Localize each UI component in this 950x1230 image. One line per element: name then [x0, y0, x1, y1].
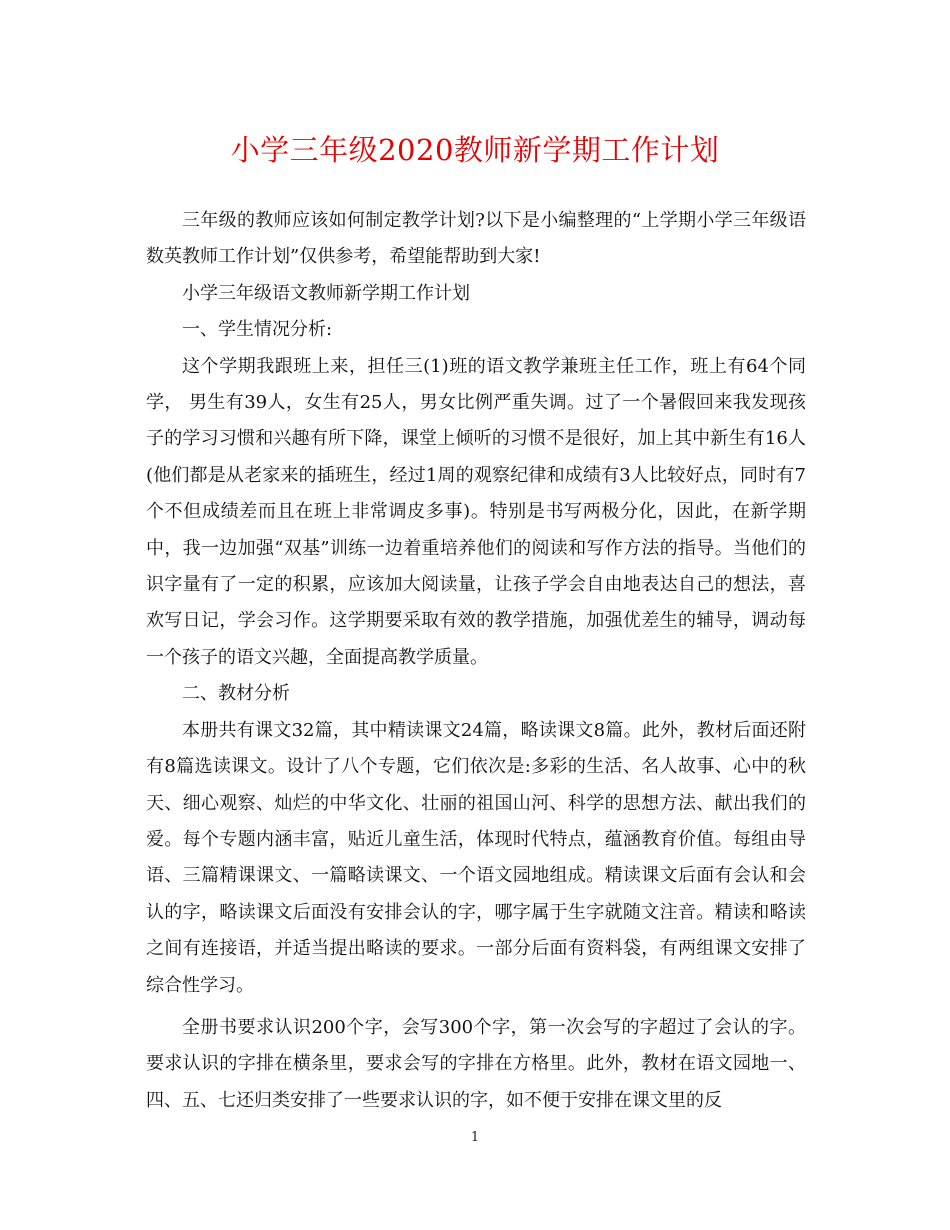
- textbook-analysis-paragraph: 本册共有课文32篇，其中精读课文24篇，略读课文8篇。此外，教材后面还附有8篇选读课文。设计了八个专题，它们依次是:多彩的生活、名人故事、心中的秋天、细心观察、灿烂的中华文化、壮丽的祖国山河、科学的思想方法、献出我们的爱。每个专题内涵丰富，贴近儿童生活，体现时代特点，蕴涵教育价值。每组由导语、三篇精课课文、一篇略读课文、一个语文园地组成。精读课文后面有会认和会认的字，略读课文后面没有安排会认的字，哪字属于生字就随文注音。精读和略读之间有连接语，并适当提出略读的要求。一部分后面有资料袋，有两组课文安排了综合性学习。: [146, 719, 806, 996]
- document-body: [146, 203, 806, 1119]
- document-title: 小学三年级2020教师新学期工作计划: [230, 133, 720, 167]
- page-number: 1: [470, 1130, 480, 1145]
- section-heading-chinese-plan: 小学三年级语文教师新学期工作计划: [182, 282, 470, 304]
- section-heading-student-analysis: 一、学生情况分析:: [182, 319, 333, 341]
- intro-paragraph: 三年级的教师应该如何制定教学计划?以下是小编整理的“上学期小学三年级语数英教师工作计划”仅供参考，希望能帮助到大家!: [146, 210, 806, 268]
- section-heading-textbook-analysis: 二、教材分析: [182, 683, 290, 705]
- student-analysis-paragraph: 这个学期我跟班上来，担任三(1)班的语文教学兼班主任工作，班上有64个同学， 男生有39人，女生有25人，男女比例严重失调。过了一个暑假回来我发现孩子的学习习惯和兴趣有所下降，课堂上倾听的习惯不是很好，加上其中新生有16人(他们都是从老家来的插班生，经过1周的观察纪律和成绩有3人比较好点，同时有7个不但成绩差而且在班上非常调皮多事)。特别是书写两极分化，因此，在新学期中，我一边加强“双基”训练一边着重培养他们的阅读和写作方法的指导。当他们的识字量有了一定的积累，应该加大阅读量，让孩子学会自由地表达自己的想法，喜欢写日记，学会习作。这学期要采取有效的教学措施，加强优差生的辅导，调动每一个孩子的语文兴趣，全面提高教学质量。: [146, 355, 806, 668]
- character-requirements-paragraph: 全册书要求认识200个字，会写300个字，第一次会写的字超过了会认的字。要求认识的字排在横条里，要求会写的字排在方格里。此外，教材在语文园地一、四、五、七还归类安排了一些要求认识的字，如不便于安排在课文里的反: [146, 1016, 806, 1111]
